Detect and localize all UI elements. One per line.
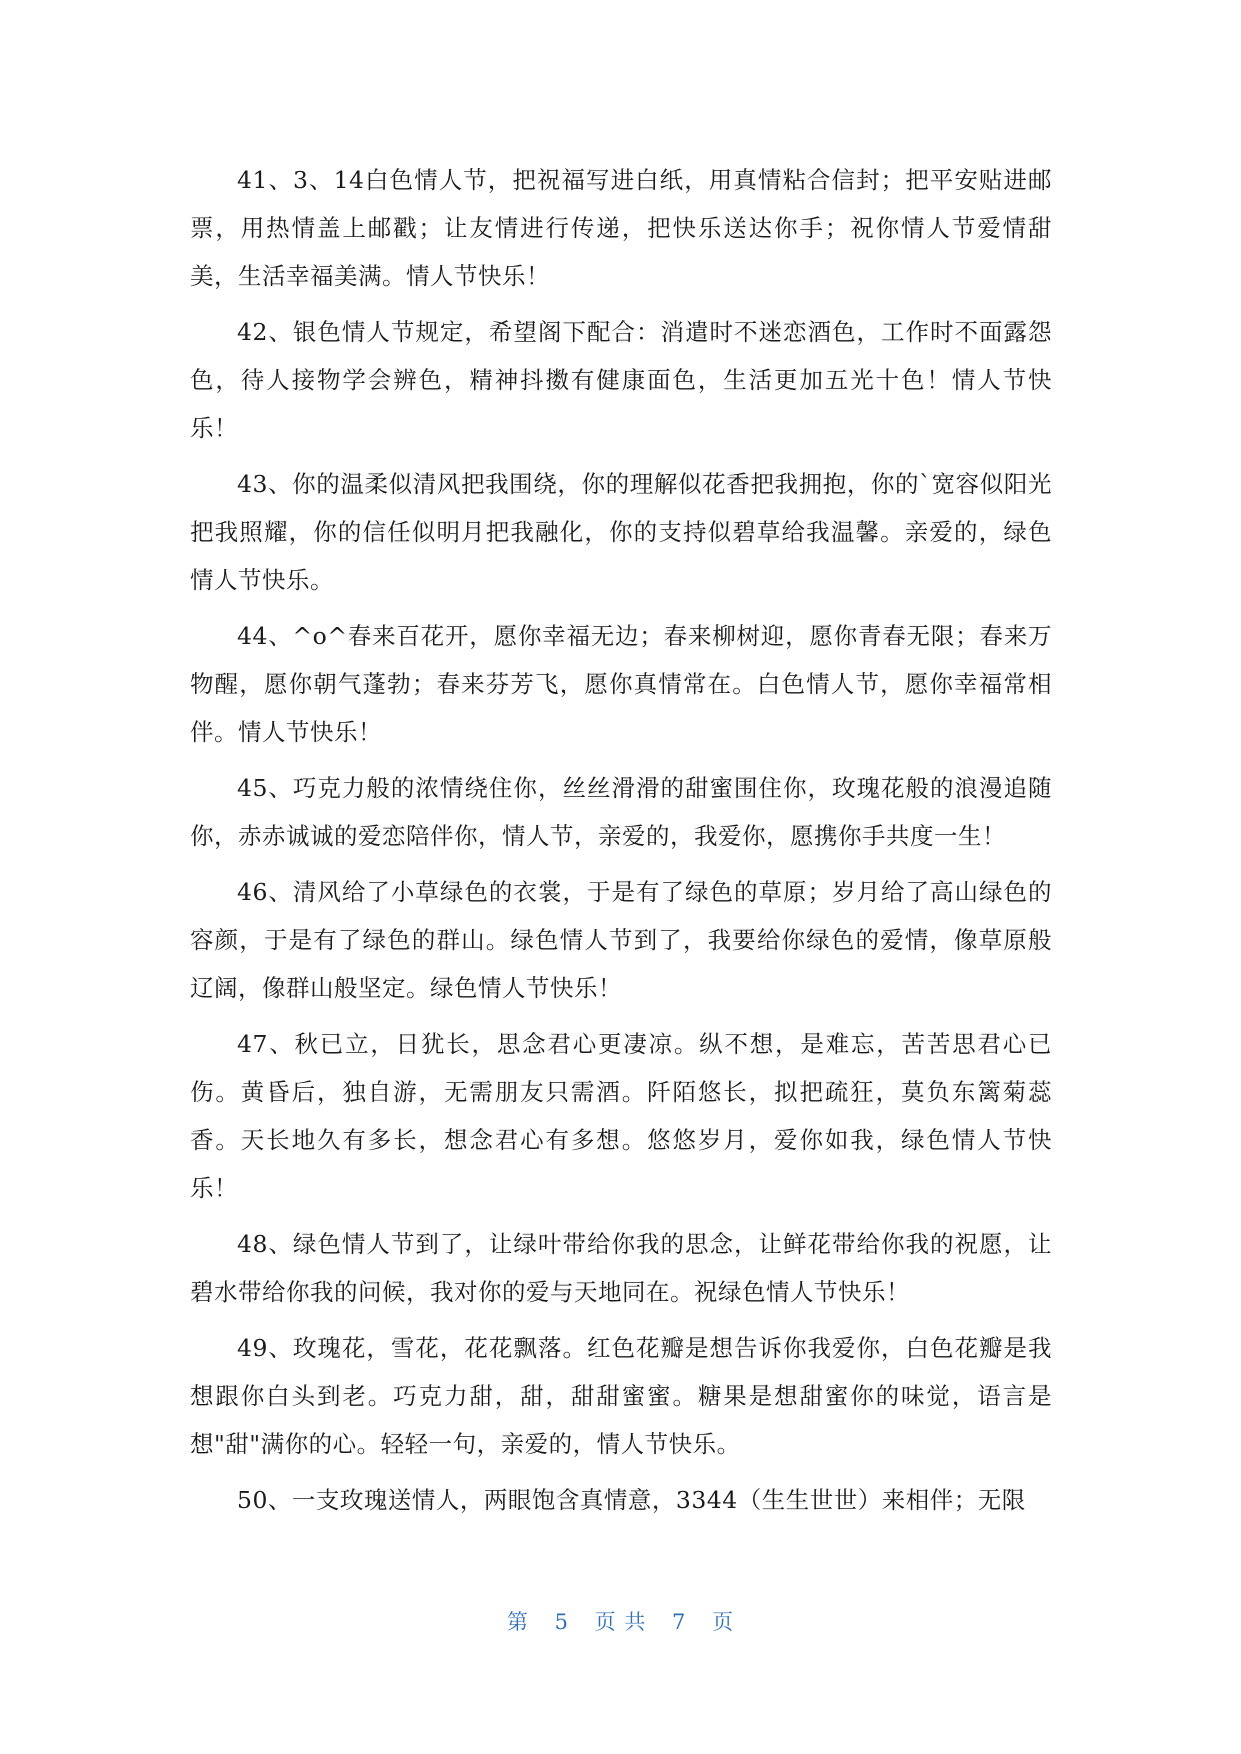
paragraph-43: 43、你的温柔似清风把我围绕，你的理解似花香把我拥抱，你的`宽容似阳光把我照耀，你的信任似明月把我融化，你的支持似碧草给我温馨。亲爱的，绿色情人节快乐。 (190, 470, 1052, 594)
document-body (190, 156, 1052, 1532)
paragraph-45: 45、巧克力般的浓情绕住你，丝丝滑滑的甜蜜围住你，玫瑰花般的浪漫追随你，赤赤诚诚的爱恋陪伴你，情人节，亲爱的，我爱你，愿携你手共度一生！ (190, 774, 1052, 850)
footer-prefix: 第 (506, 1610, 529, 1634)
paragraph-50: 50、一支玫瑰送情人，两眼饱含真情意，3344（生生世世）来相伴；无限 (237, 1486, 1026, 1514)
paragraph-48: 48、绿色情人节到了，让绿叶带给你我的思念，让鲜花带给你我的祝愿，让碧水带给你我的问候，我对你的爱与天地同在。祝绿色情人节快乐！ (190, 1230, 1052, 1306)
paragraph-41: 41、3、14白色情人节，把祝福写进白纸，用真情粘合信封；把平安贴进邮票，用热情盖上邮戳；让友情进行传递，把快乐送达你手；祝你情人节爱情甜美，生活幸福美满。情人节快乐！ (190, 166, 1052, 290)
paragraph-46: 46、清风给了小草绿色的衣裳，于是有了绿色的草原；岁月给了高山绿色的容颜，于是有了绿色的群山。绿色情人节到了，我要给你绿色的爱情，像草原般辽阔，像群山般坚定。绿色情人节快乐！ (190, 878, 1052, 1002)
footer-middle: 页 共 (594, 1610, 647, 1634)
paragraph-44: 44、^o^春来百花开，愿你幸福无边；春来柳树迎，愿你青春无限；春来万物醒，愿你朝气蓬勃；春来芬芳飞，愿你真情常在。白色情人节，愿你幸福常相伴。情人节快乐！ (190, 622, 1052, 746)
paragraph-47: 47、秋已立，日犹长，思念君心更凄凉。纵不想，是难忘，苦苦思君心已伤。黄昏后，独自游，无需朋友只需酒。阡陌悠长，拟把疏狂，莫负东篱菊蕊香。天长地久有多长，想念君心有多想。悠悠岁月，爱你如我，绿色情人节快乐！ (190, 1030, 1052, 1202)
total-page-count: 7 (672, 1610, 687, 1634)
footer-suffix: 页 (712, 1610, 735, 1634)
paragraph-42: 42、银色情人节规定，希望阁下配合：消遣时不迷恋酒色，工作时不面露怨色，待人接物学会辨色，精神抖擞有健康面色，生活更加五光十色！情人节快乐！ (190, 318, 1052, 442)
current-page-number: 5 (554, 1610, 569, 1634)
page-number-footer (0, 1606, 1241, 1636)
paragraph-49: 49、玫瑰花，雪花，花花飘落。红色花瓣是想告诉你我爱你，白色花瓣是我想跟你白头到老。巧克力甜，甜，甜甜蜜蜜。糖果是想甜蜜你的味觉，语言是想"甜"满你的心。轻轻一句，亲爱的，情人节快乐。 (190, 1334, 1052, 1458)
